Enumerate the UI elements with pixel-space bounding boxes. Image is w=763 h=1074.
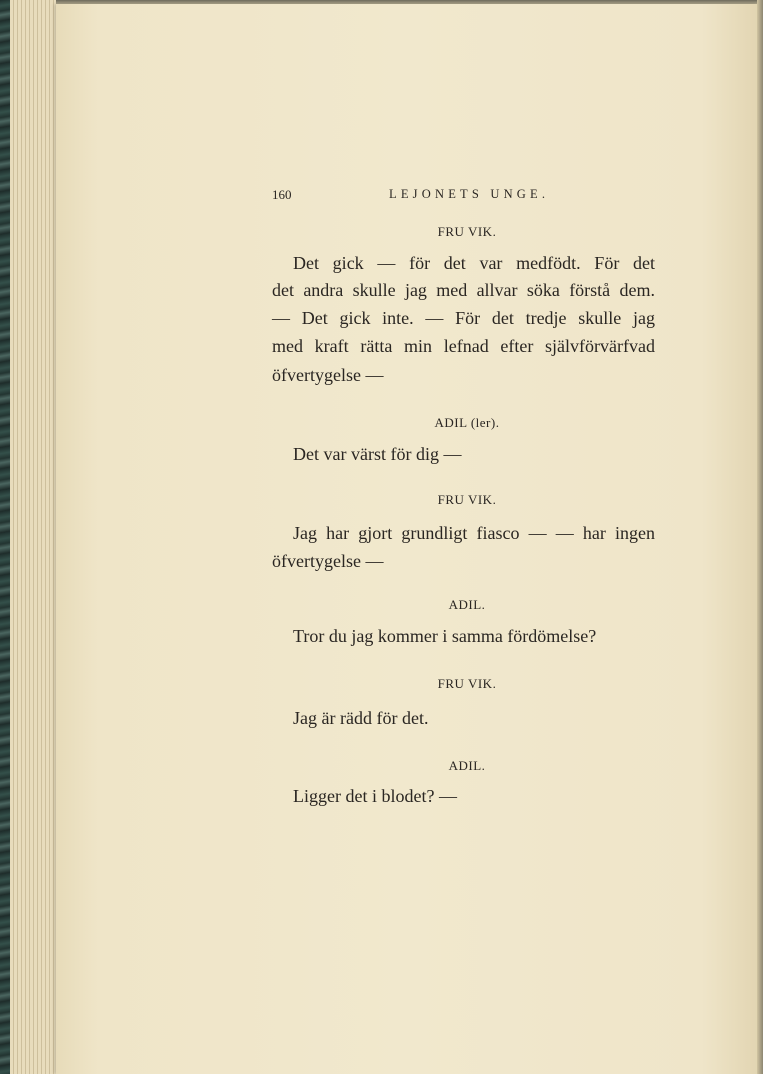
page-number: 160 xyxy=(272,187,292,202)
dialogue-line: Jag är rädd för det. xyxy=(293,708,429,728)
dialogue-line: Jag har gjort grundligt fiasco — — har ingen xyxy=(293,523,655,543)
page-right-edge xyxy=(757,0,763,1074)
dialogue-line: Tror du jag kommer i samma fördömelse? xyxy=(293,626,597,646)
dialogue-line: Ligger det i blodet? — xyxy=(293,786,457,806)
dialogue-line: öfvertygelse — xyxy=(272,551,384,571)
dialogue-line: Det var värst för dig — xyxy=(293,444,462,464)
speaker-name: ADIL. xyxy=(448,758,486,773)
dialogue-line: öfvertygelse — xyxy=(272,365,384,385)
speaker-name: FRU VIK. xyxy=(437,492,497,507)
speaker-name: ADIL (ler). xyxy=(434,415,500,430)
dialogue-line: Det gick — för det var medfödt. För det xyxy=(293,253,655,273)
speaker-name: FRU VIK. xyxy=(437,224,497,239)
running-title: LEJONETS UNGE. xyxy=(389,187,550,201)
dialogue-line: det andra skulle jag med allvar söka förstå dem. xyxy=(272,280,655,300)
page-header xyxy=(272,187,662,207)
speaker-name: ADIL. xyxy=(448,597,486,612)
dialogue-line: — Det gick inte. — För det tredje skulle jag xyxy=(272,308,655,328)
speaker-name: FRU VIK. xyxy=(437,676,497,691)
dialogue-line: med kraft rätta min lefnad efter självförvärfvad xyxy=(272,336,655,356)
